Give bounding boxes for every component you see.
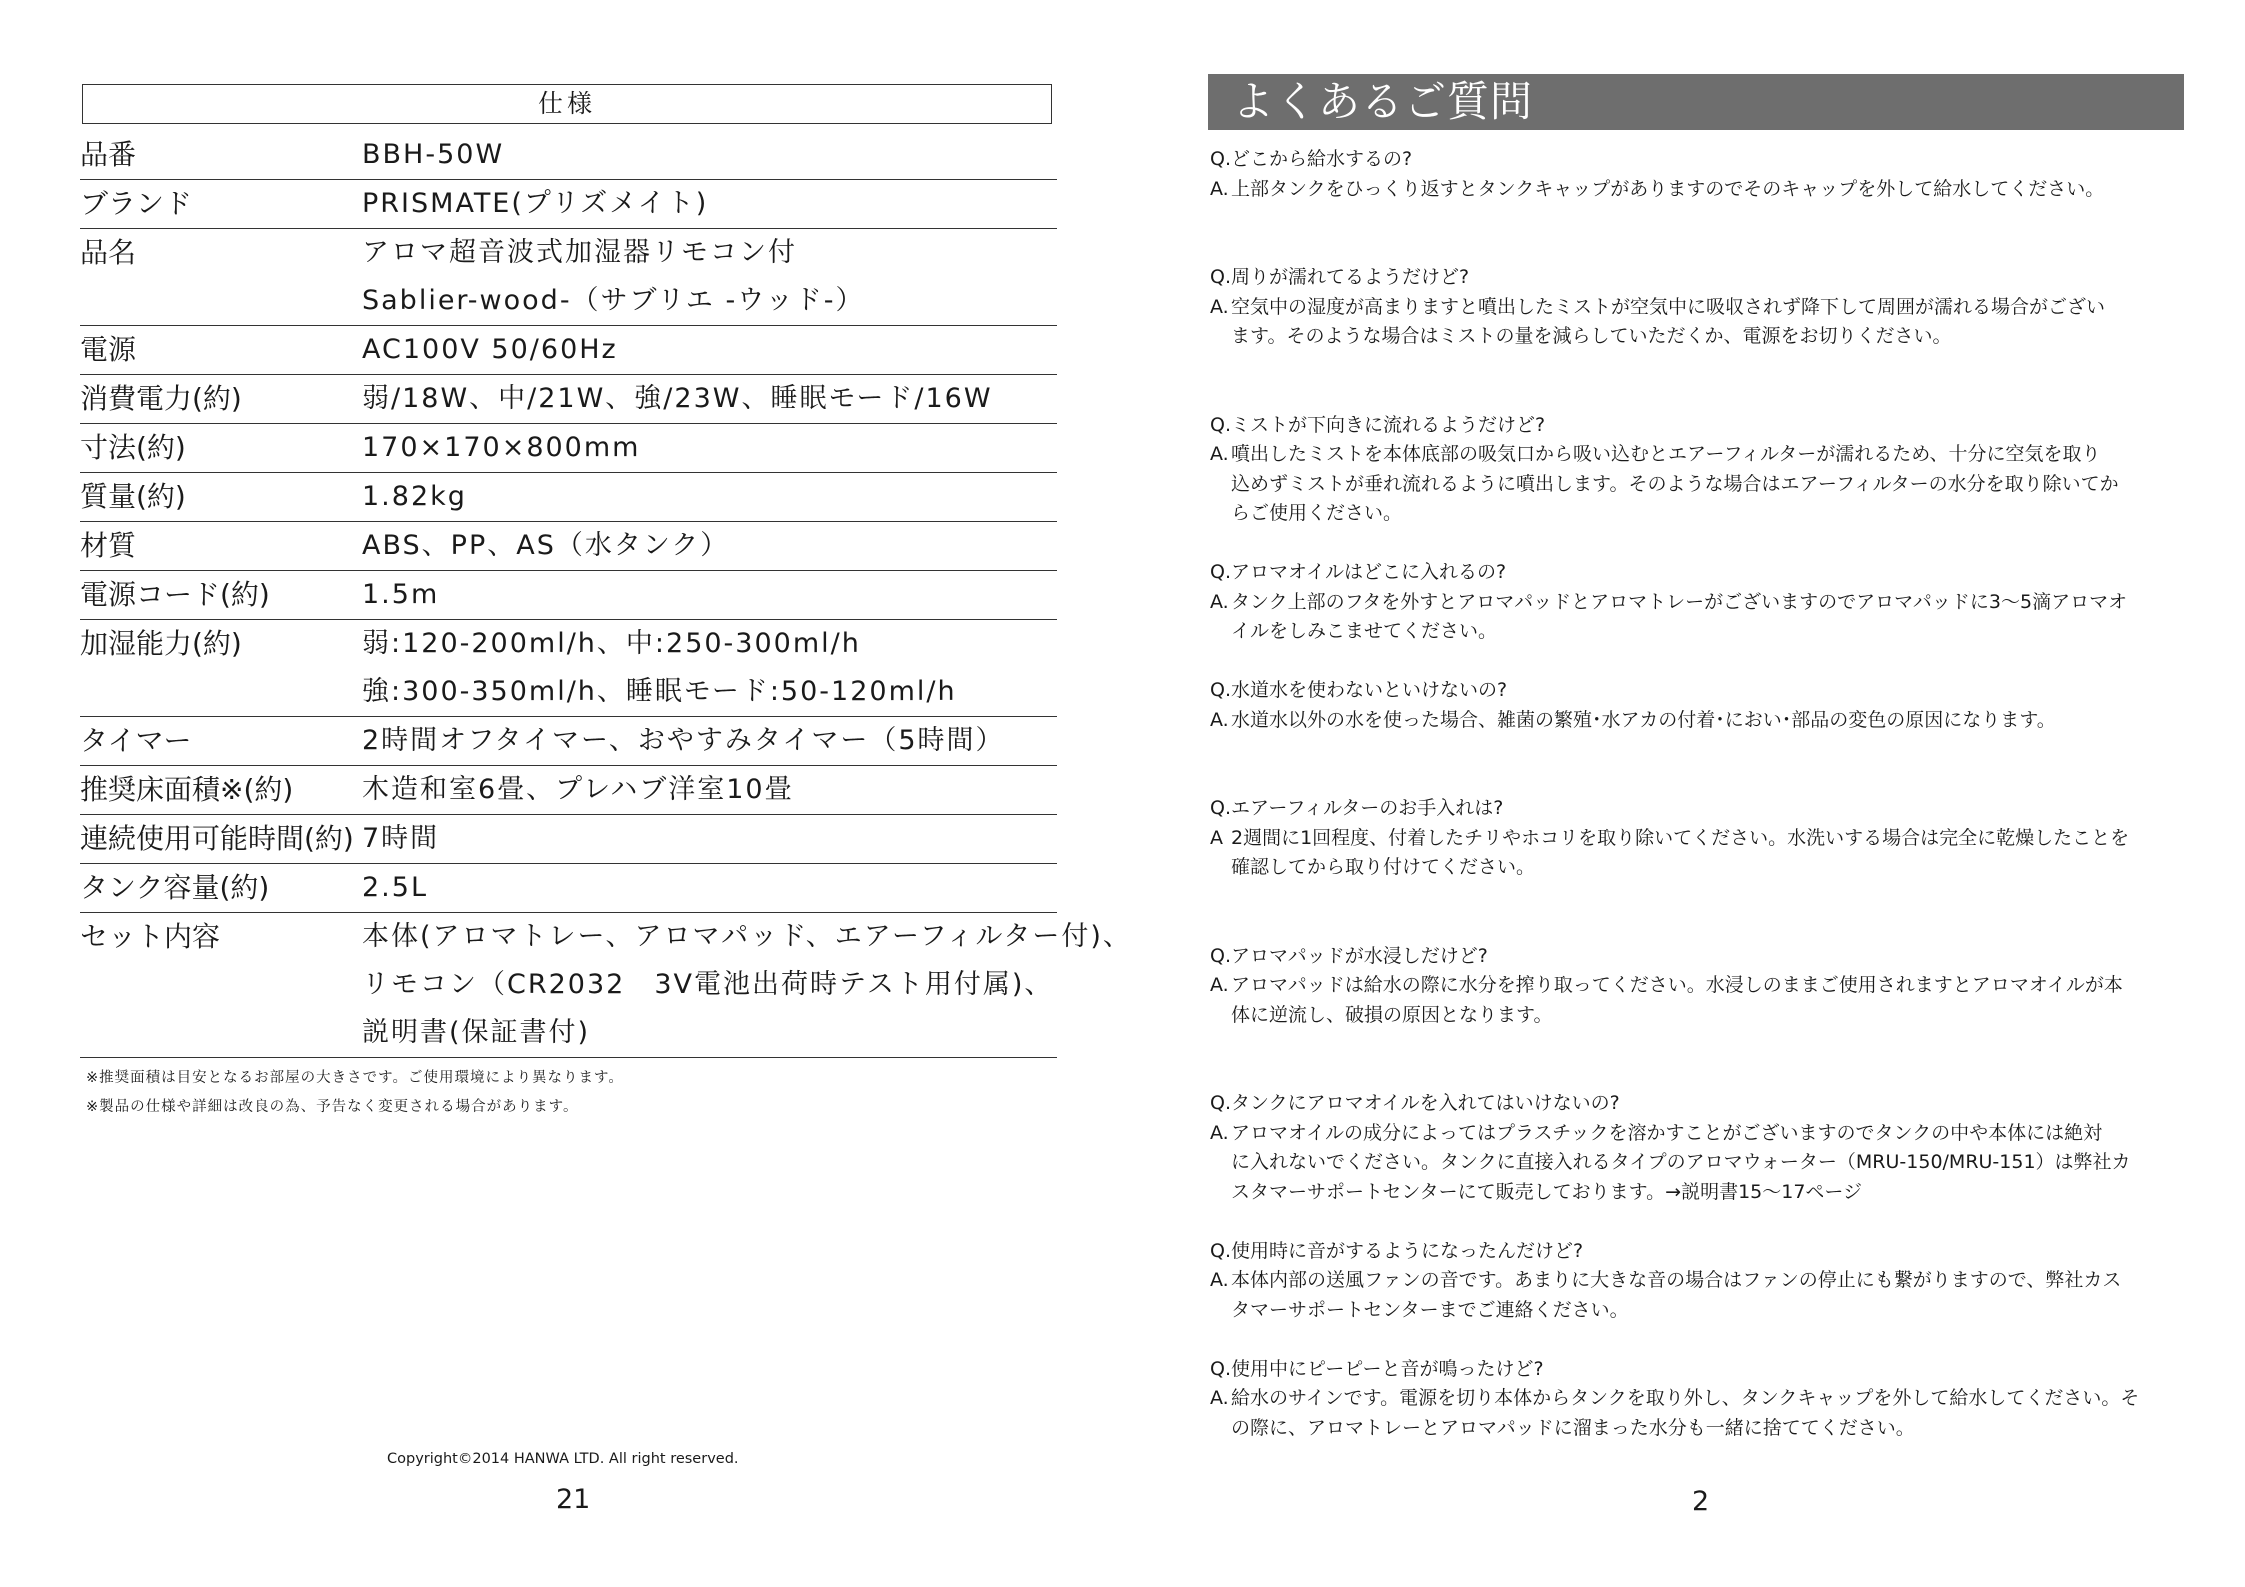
spec-value: 170×170×800mm — [362, 432, 641, 463]
page-number: 2 — [1692, 1486, 1710, 1517]
faq-answer-line: 噴出したミストを本体底部の吸気口から吸い込むとエアーフィルターが濡れるため、十分に空気を取り — [1231, 443, 2101, 465]
spec-values — [362, 620, 1057, 716]
faq-answer-line: の際に、アロマトレーとアロマパッドに溜まった水分も一緒に捨ててください。 — [1231, 1416, 1915, 1439]
spec-row — [80, 571, 1057, 620]
faq-page — [1122, 0, 2245, 1587]
spec-values — [362, 571, 1057, 619]
faq-question: Q.周りが濡れてるようだけど? — [1210, 266, 1470, 288]
spec-header: 仕様 — [82, 84, 1052, 124]
faq-answer-line: 水道水以外の水を使った場合、雑菌の繁殖･水アカの付着･におい･部品の変色の原因になります。 — [1231, 708, 2056, 731]
faq-answer-line: 空気中の湿度が高まりますと噴出したミストが空気中に吸収されず降下して周囲が濡れる場合がござい — [1231, 295, 2106, 318]
spec-label: 寸法(約) — [80, 431, 186, 464]
spec-label: 電源 — [80, 333, 137, 366]
spec-note: ※推奨面積は目安となるお部屋の大きさです。ご使用環境により異なります。 — [86, 1070, 624, 1086]
faq-answer-line: アロマオイルの成分によってはプラスチックを溶かすことがございますのでタンクの中や本体には絶対 — [1231, 1121, 2103, 1144]
spec-values — [362, 473, 1057, 521]
spec-row — [80, 326, 1057, 375]
spec-row — [80, 229, 1057, 326]
faq-answer-line: 体に逆流し、破損の原因となります。 — [1231, 1003, 1553, 1026]
spec-value: AC100V 50/60Hz — [362, 334, 618, 365]
spec-values — [362, 326, 1057, 374]
spec-notes — [86, 1064, 624, 1122]
faq-answer-line: イルをしみこませてください。 — [1231, 620, 1498, 642]
faq-answer-line: ます。そのような場合はミストの量を減らしていただくか、電源をお切りください。 — [1231, 325, 1952, 347]
faq-item — [1210, 1089, 2190, 1237]
faq-item — [1210, 1237, 2190, 1355]
faq-question: Q.ミストが下向きに流れるようだけど? — [1210, 413, 1546, 436]
spec-label: 加湿能力(約) — [80, 627, 242, 660]
spec-label: 品名 — [80, 236, 137, 269]
spec-value: 2時間オフタイマー、おやすみタイマー（5時間） — [362, 725, 1005, 756]
spec-value: 弱:120-200ml/h、中:250-300ml/h — [362, 628, 861, 659]
faq-item — [1210, 1355, 2190, 1473]
spec-row — [80, 473, 1057, 522]
spec-label: 電源コード(約) — [80, 578, 270, 611]
faq-answer-prefix: A. — [1210, 708, 1229, 731]
spec-label: 品番 — [80, 138, 137, 171]
faq-answer-line: タマーサポートセンターまでご連絡ください。 — [1231, 1298, 1629, 1321]
faq-answer-line: 込めずミストが垂れ流れるように噴出します。そのような場合はエアーフィルターの水分を取り除いてか — [1231, 472, 2119, 495]
faq-answer-line: アロマパッドは給水の際に水分を搾り取ってください。水浸しのままご使用されますとアロマオイルが本 — [1231, 974, 2123, 996]
spec-value: リモコン（CR2032 3V電池出荷時テスト用付属)、 — [362, 969, 1054, 1000]
spec-row — [80, 766, 1057, 815]
faq-answer — [1210, 293, 2190, 352]
faq-item — [1210, 145, 2190, 263]
spec-note: ※製品の仕様や詳細は改良の為、予告なく変更される場合があります。 — [86, 1099, 579, 1115]
spec-values — [362, 864, 1057, 912]
faq-item — [1210, 942, 2190, 1090]
faq-question: Q.使用時に音がするようになったんだけど? — [1210, 1239, 1584, 1262]
faq-answer — [1210, 824, 2190, 883]
spec-row — [80, 180, 1057, 229]
spec-row — [80, 424, 1057, 473]
spec-value: 1.82kg — [362, 481, 467, 512]
spec-values — [362, 815, 1057, 863]
faq-item — [1210, 558, 2190, 676]
faq-answer — [1210, 1384, 2190, 1443]
spec-table — [80, 131, 1132, 1058]
spec-row — [80, 864, 1057, 913]
spec-label: 消費電力(約) — [80, 382, 242, 415]
spec-value: 2.5L — [362, 872, 428, 903]
spec-label: 連続使用可能時間(約) — [80, 822, 354, 855]
faq-answer-line: 上部タンクをひっくり返すとタンクキャップがありますのでそのキャップを外して給水してください。 — [1231, 177, 2105, 200]
spec-row — [80, 717, 1057, 766]
faq-item — [1210, 676, 2190, 794]
faq-answer — [1210, 1266, 2190, 1325]
page-number: 21 — [556, 1484, 591, 1515]
spec-values — [362, 913, 1132, 1057]
faq-answer — [1210, 1119, 2190, 1208]
spec-row — [80, 913, 1132, 1058]
spec-values — [362, 522, 1057, 570]
spec-row — [80, 522, 1057, 571]
spec-row — [80, 815, 1057, 864]
copyright-text: Copyright©2014 HANWA LTD. All right reserved. — [387, 1451, 739, 1467]
spec-value: PRISMATE(プリズメイト) — [362, 188, 709, 219]
spec-values — [362, 180, 1057, 228]
spec-label: 質量(約) — [80, 480, 186, 513]
faq-question: Q.アロマパッドが水浸しだけど? — [1210, 944, 1488, 967]
spec-value: 木造和室6畳、プレハブ洋室10畳 — [362, 774, 794, 805]
spec-label: 材質 — [80, 529, 137, 562]
faq-answer-line: らご使用ください。 — [1231, 502, 1403, 524]
faq-answer-line: 本体内部の送風ファンの音です。あまりに大きな音の場合はファンの停止にも繋がりますので、弊社カス — [1231, 1269, 2122, 1291]
faq-answer — [1210, 440, 2190, 529]
faq-answer — [1210, 971, 2190, 1030]
faq-answer-line: 給水のサインです。電源を切り本体からタンクを取り外し、タンクキャップを外して給水してください。そ — [1231, 1387, 2140, 1409]
faq-list — [1210, 145, 2190, 1473]
spec-value: 説明書(保証書付) — [362, 1017, 591, 1048]
faq-question: Q.水道水を使わないといけないの? — [1210, 679, 1508, 701]
spec-value: 1.5m — [362, 579, 440, 610]
spec-value: ABS、PP、AS（水タンク） — [362, 530, 730, 561]
spec-label: ブランド — [80, 187, 193, 220]
faq-answer-line: 2週間に1回程度、付着したチリやホコリを取り除いてください。水洗いする場合は完全に乾燥したことを — [1231, 826, 2130, 849]
spec-row — [80, 131, 1057, 180]
spec-label: セット内容 — [80, 920, 221, 953]
faq-answer-line: スタマーサポートセンターにて販売しております。→説明書15～17ページ — [1231, 1180, 1863, 1203]
faq-answer-prefix: A. — [1210, 590, 1229, 613]
faq-answer-prefix: A. — [1210, 974, 1229, 996]
faq-question: Q.どこから給水するの? — [1210, 148, 1413, 170]
faq-answer-line: タンク上部のフタを外すとアロマパッドとアロマトレーがございますのでアロマパッドに3～5滴アロマオ — [1231, 590, 2128, 613]
faq-answer — [1210, 175, 2190, 205]
faq-answer — [1210, 706, 2190, 736]
faq-answer-line: 確認してから取り付けてください。 — [1231, 856, 1536, 878]
faq-question: Q.使用中にピーピーと音が鳴ったけど? — [1210, 1357, 1544, 1380]
spec-values — [362, 131, 1057, 179]
spec-value: 弱/18W、中/21W、強/23W、睡眠モード/16W — [362, 383, 993, 414]
faq-answer — [1210, 588, 2190, 647]
spec-values — [362, 766, 1057, 814]
faq-answer-prefix: A — [1210, 826, 1223, 849]
spec-values — [362, 229, 1057, 325]
faq-answer-line: に入れないでください。タンクに直接入れるタイプのアロマウォーター（MRU-150/MRU-151）は弊社カ — [1231, 1151, 2131, 1173]
faq-item — [1210, 263, 2190, 411]
faq-answer-prefix: A. — [1210, 295, 1229, 318]
spec-values — [362, 424, 1057, 472]
spec-value: 強:300-350ml/h、睡眠モード:50-120ml/h — [362, 676, 957, 707]
faq-question: Q.タンクにアロマオイルを入れてはいけないの? — [1210, 1092, 1620, 1114]
spec-label: 推奨床面積※(約) — [80, 773, 294, 806]
faq-title: よくあるご質問 — [1208, 74, 2184, 130]
spec-value: アロマ超音波式加湿器リモコン付 — [362, 237, 797, 268]
faq-item — [1210, 411, 2190, 559]
faq-question: Q.アロマオイルはどこに入れるの? — [1210, 561, 1507, 583]
faq-answer-prefix: A. — [1210, 1269, 1229, 1291]
faq-answer-prefix: A. — [1210, 177, 1229, 200]
spec-value: 本体(アロマトレー、アロマパッド、エアーフィルター付)、 — [362, 921, 1132, 952]
spec-label: タンク容量(約) — [80, 871, 270, 904]
spec-row — [80, 620, 1057, 717]
spec-values — [362, 375, 1057, 423]
spec-label: タイマー — [80, 724, 192, 757]
spec-value: BBH-50W — [362, 139, 505, 170]
faq-answer-prefix: A. — [1210, 443, 1229, 465]
faq-answer-prefix: A. — [1210, 1121, 1229, 1144]
spec-value: 7時間 — [362, 823, 440, 854]
faq-item — [1210, 794, 2190, 942]
spec-row — [80, 375, 1057, 424]
spec-values — [362, 717, 1057, 765]
faq-question: Q.エアーフィルターのお手入れは? — [1210, 797, 1504, 819]
spec-value: Sablier-wood-（サブリエ -ウッド-） — [362, 285, 865, 316]
faq-answer-prefix: A. — [1210, 1387, 1229, 1409]
